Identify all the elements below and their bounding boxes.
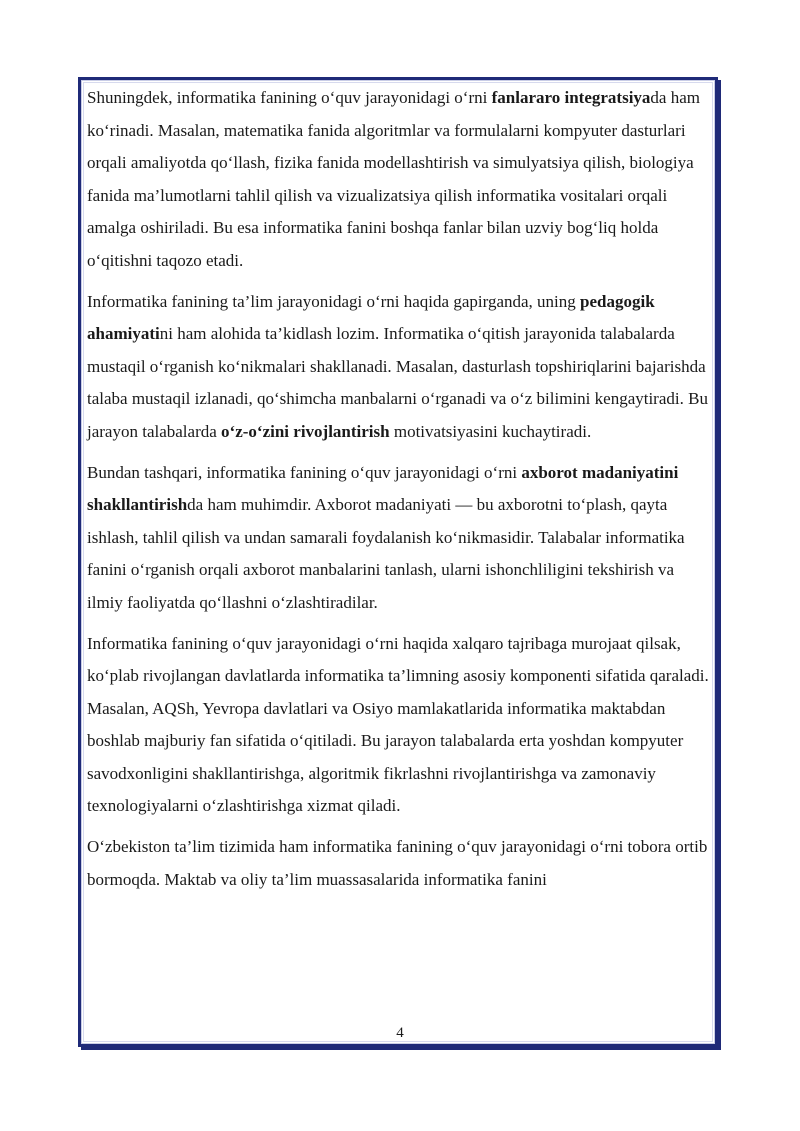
paragraph-text: motivatsiyasini kuchaytiradi. bbox=[389, 421, 592, 441]
paragraph-xalqaro-tajriba bbox=[87, 628, 709, 824]
paragraph-text: Informatika fanining ta’lim jarayonidagi o‘rni haqida gapirganda, uning bbox=[87, 291, 581, 311]
paragraph-text: O‘zbekiston ta’lim tizimida ham informatika fanining o‘quv jarayonidagi o‘rni tobora ortib bormoqda. Maktab va oliy ta’lim muassasalarida informatika fanini bbox=[87, 837, 708, 889]
paragraph-text: ni ham alohida ta’kidlash lozim. Informatika o‘qitish jarayonida talabalarda mustaqil o‘rganish ko‘nikmalari shakllanadi. Masalan, dasturlash topshiriqlarini bajarishda talaba mustaqil izlanadi, qo‘shimcha manbalarni o‘rganadi va o‘z bilimini kengaytiradi. Bu jarayon talabalarda bbox=[87, 324, 708, 441]
paragraph-text: Shuningdek, informatika fanining o‘quv jarayonidagi o‘rni bbox=[87, 88, 492, 107]
bold-term: pedagogik ahamiyati bbox=[87, 291, 655, 344]
page-number: 4 bbox=[396, 1025, 404, 1041]
paragraph-text: da ham muhimdir. Axborot madaniyati — bu axborotni to‘plash, qayta ishlash, tahlil qilish va undan samarali foydalanish ko‘nikmasidir. Talabalar informatika fanini o‘rganish orqali axborot manbalarini tanlash, ularni ishonchliligini tekshirish va ilmiy faoliyatda qo‘llashni o‘zlashtiradilar. bbox=[87, 495, 685, 612]
bold-term: fanlararo integratsiya bbox=[491, 88, 651, 107]
paragraph-axborot-madaniyati bbox=[87, 457, 709, 620]
document-body bbox=[87, 82, 709, 904]
paragraph-text: Bundan tashqari, informatika fanining o‘quv jarayonidagi o‘rni bbox=[87, 462, 522, 482]
paragraph-text: Informatika fanining o‘quv jarayonidagi o‘rni haqida xalqaro tajribaga murojaat qilsak, ko‘plab rivojlangan davlatlarda informatika ta’limning asosiy komponenti sifatida qaraladi. Masalan, AQSh, Yevropa davlatlari va Osiyo mamlakatlarida informatika maktabdan boshlab majburiy fan sifatida o‘qitiladi. Bu jarayon talabalarda erta yoshdan kompyuter savodxonligini shakllantirishga, algoritmik fikrlashni rivojlantirishga va zamonaviy texnologiyalarni o‘zlashtirishga xizmat qiladi. bbox=[87, 633, 709, 816]
bold-term: o‘z-o‘zini rivojlantirish bbox=[221, 421, 390, 441]
bold-term: axborot madaniyatini shakllantirish bbox=[87, 462, 679, 515]
paragraph-ozbekiston bbox=[87, 831, 709, 896]
paragraph-pedagogik-ahamiyat bbox=[87, 286, 709, 449]
paragraph-text: da ham ko‘rinadi. Masalan, matematika fanida algoritmlar va formulalarni kompyuter dasturlari orqali amaliyotda qo‘llash, fizika fanida modellashtirish va simulyatsiya qilish, biologiya fanida ma’lumotlarni tahlil qilish va vizualizatsiya qilish informatika vositalari orqali amalga oshiriladi. Bu esa informatika fanini boshqa fanlar bilan uzviy bog‘liq holda o‘qitishni taqozo etadi. bbox=[87, 88, 700, 270]
paragraph-fanlararo-integratsiya bbox=[87, 82, 709, 278]
